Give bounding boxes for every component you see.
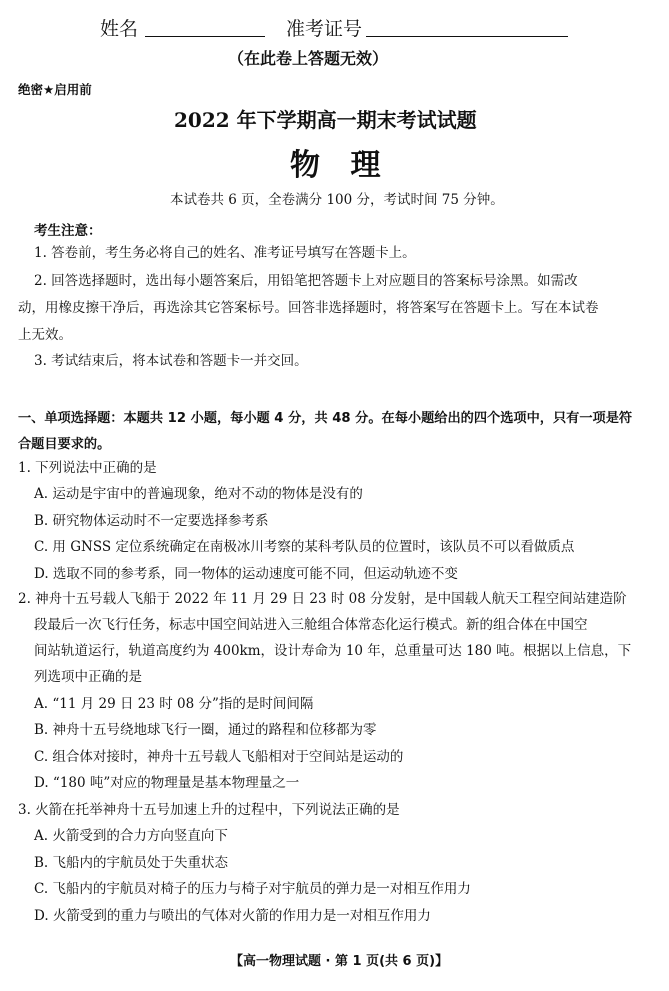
q2-stem-line-3: 间站轨道运行，轨道高度约为 400km，设计寿命为 10 年，总重量可达 180 吨。根据以上信息，下 xyxy=(34,643,632,659)
id-underline xyxy=(366,36,568,37)
q3-option-c: C. 飞船内的宇航员对椅子的压力与椅子对宇航员的弹力是一对相互作用力 xyxy=(34,881,471,897)
name-label: 姓名 xyxy=(100,18,139,40)
id-label: 准考证号 xyxy=(286,18,363,40)
secret-mark: 绝密★启用前 xyxy=(18,82,92,97)
q3-option-d: D. 火箭受到的重力与喷出的气体对火箭的作用力是一对相互作用力 xyxy=(34,908,431,924)
notice-item-2-line-1: 2. 回答选择题时，选出每小题答案后，用铅笔把答题卡上对应题目的答案标号涂黑。如需改 xyxy=(34,273,578,289)
q1-option-d: D. 选取不同的参考系，同一物体的运动速度可能不同，但运动轨迹不变 xyxy=(34,566,458,582)
exam-info: 本试卷共 6 页，全卷满分 100 分，考试时间 75 分钟。 xyxy=(170,192,504,208)
q2-stem-line-1: 2. 神舟十五号载人飞船于 2022 年 11 月 29 日 23 时 08 分发射，是中国载人航天工程空间站建造阶 xyxy=(18,591,627,607)
exam-title: 2022 年下学期高一期末考试试题 xyxy=(174,108,477,132)
q3-stem: 3. 火箭在托举神舟十五号加速上升的过程中，下列说法正确的是 xyxy=(18,802,400,818)
q1-option-a: A. 运动是宇宙中的普遍现象，绝对不动的物体是没有的 xyxy=(34,486,363,502)
name-underline xyxy=(145,36,265,37)
notice-item-3: 3. 考试结束后，将本试卷和答题卡一并交回。 xyxy=(34,353,308,369)
page-footer: 【高一物理试题 · 第 1 页(共 6 页)】 xyxy=(230,954,449,969)
q2-option-d: D. “180 吨”对应的物理量是基本物理量之一 xyxy=(34,775,300,791)
q3-option-a: A. 火箭受到的合力方向竖直向下 xyxy=(34,828,228,844)
invalid-note: （在此卷上答题无效） xyxy=(228,49,389,68)
q3-option-b: B. 飞船内的宇航员处于失重状态 xyxy=(34,855,229,871)
notice-item-2-line-3: 上无效。 xyxy=(18,327,72,343)
subject-title: 物 理 xyxy=(290,148,391,183)
notice-item-1: 1. 答卷前，考生务必将自己的姓名、准考证号填写在答题卡上。 xyxy=(34,245,416,261)
q2-stem-line-2: 段最后一次飞行任务，标志中国空间站进入三舱组合体常态化运行模式。新的组合体在中国空 xyxy=(34,617,588,633)
notice-item-2-line-2: 动，用橡皮擦干净后，再选涂其它答案标号。回答非选择题时，将答案写在答题卡上。写在本试卷 xyxy=(18,300,599,316)
q2-option-a: A. “11 月 29 日 23 时 08 分”指的是时间间隔 xyxy=(34,696,314,712)
q1-option-b: B. 研究物体运动时不一定要选择参考系 xyxy=(34,513,269,529)
section-heading-line-1: 一、单项选择题：本题共 12 小题，每小题 4 分，共 48 分。在每小题给出的四个选项中，只有一项是符 xyxy=(18,411,633,426)
q2-option-b: B. 神舟十五号绕地球飞行一圈，通过的路程和位移都为零 xyxy=(34,722,377,738)
q1-stem: 1. 下列说法中正确的是 xyxy=(18,460,157,476)
notice-title: 考生注意： xyxy=(34,223,102,239)
q2-stem-line-4: 列选项中正确的是 xyxy=(34,669,142,685)
q1-option-c: C. 用 GNSS 定位系统确定在南极冰川考察的某科考队员的位置时，该队员不可以看做质点 xyxy=(34,539,575,555)
q2-option-c: C. 组合体对接时，神舟十五号载人飞船相对于空间站是运动的 xyxy=(34,749,404,765)
section-heading-line-2: 合题目要求的。 xyxy=(18,437,111,452)
